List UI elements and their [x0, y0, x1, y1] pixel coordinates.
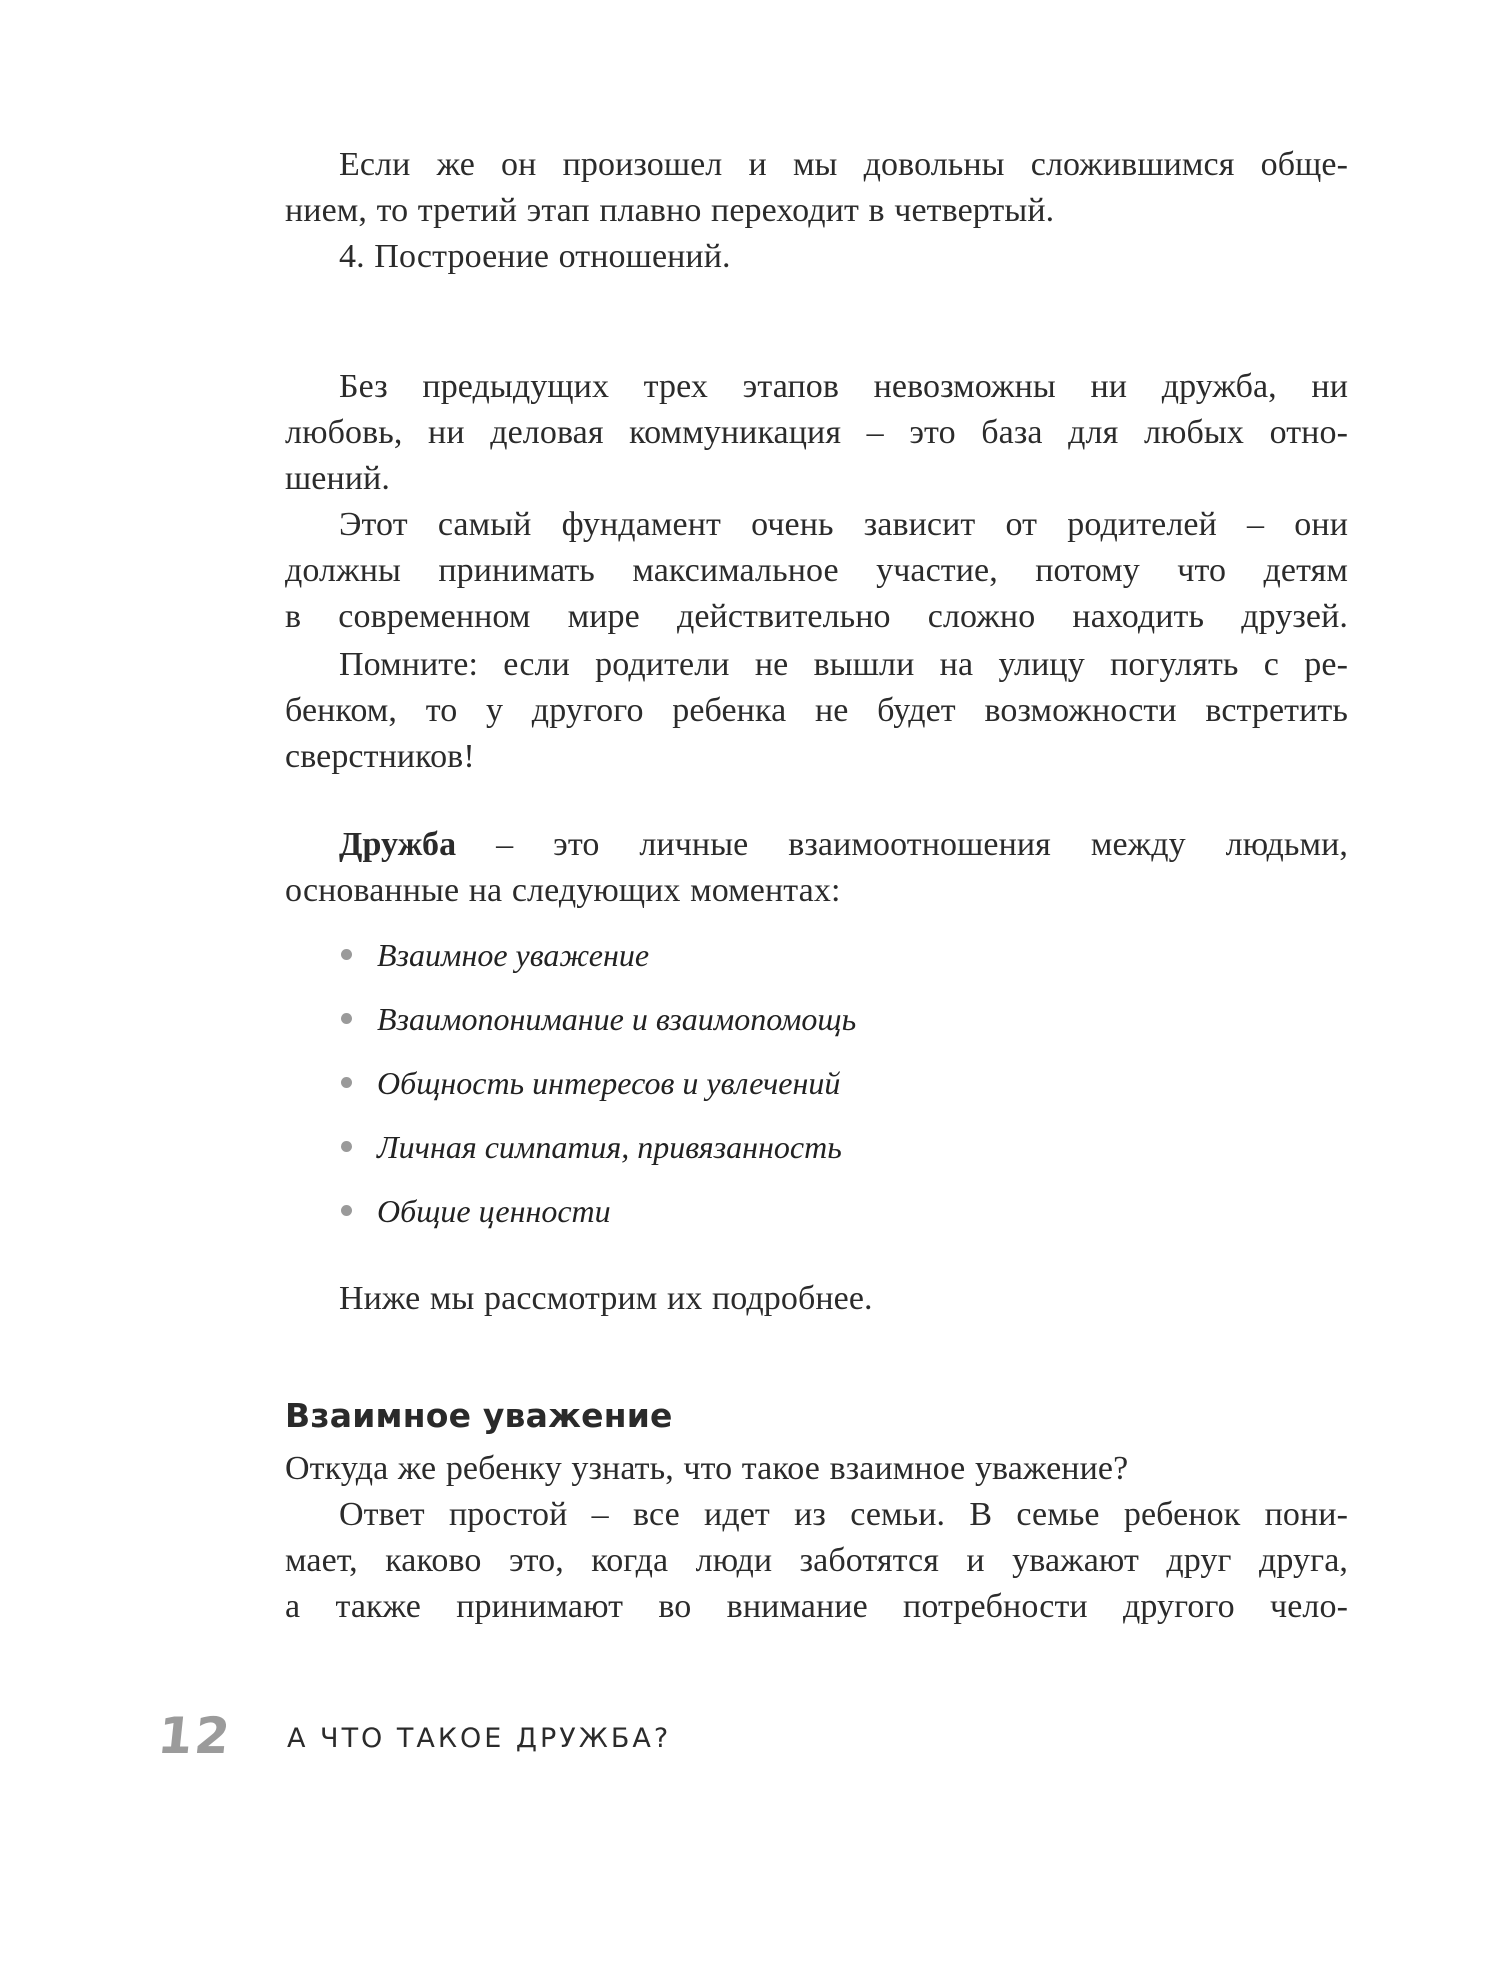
- text-line: Ниже мы рассмотрим их подробнее.: [339, 1280, 873, 1317]
- running-title: А ЧТО ТАКОЕ ДРУЖБА?: [287, 1723, 672, 1754]
- term-friendship: Дружба: [339, 826, 457, 863]
- definition-text: – это личные взаимоотношения между людьми,: [456, 826, 1348, 863]
- text-line: Ответ простой – все идет из семьи. В семье ребенок пони-: [339, 1496, 1348, 1533]
- paragraph-remember: [285, 642, 1348, 780]
- text-line: [285, 822, 1348, 868]
- list-item: Личная симпатия, привязанность: [285, 1124, 1185, 1188]
- page-number: 12: [154, 1707, 235, 1765]
- section-heading: Взаимное уважение: [285, 1396, 673, 1435]
- text-line: шений.: [285, 460, 390, 497]
- bullet-icon: [341, 1141, 352, 1152]
- text-line: мает, каково это, когда люди заботятся и уважают друг друга,: [285, 1542, 1348, 1579]
- text-line: Откуда же ребенку узнать, что такое взаимное уважение?: [285, 1450, 1129, 1487]
- bullet-icon: [341, 1205, 352, 1216]
- paragraph-stage-transition: [285, 142, 1348, 280]
- list-item: Взаимное уважение: [285, 932, 1185, 996]
- text-line: нием, то третий этап плавно переходит в четвертый.: [285, 192, 1055, 229]
- text-line: сверстников!: [285, 738, 475, 775]
- paragraph-foundation-parents: [285, 502, 1348, 640]
- text-line: Этот самый фундамент очень зависит от родителей – они: [339, 506, 1348, 543]
- text-line: в современном мире действительно сложно находить друзей.: [285, 598, 1348, 635]
- bullet-icon: [341, 1013, 352, 1024]
- section-body: [285, 1446, 1348, 1630]
- paragraph-friendship-definition: [285, 822, 1348, 914]
- paragraph-base-of-relations: [285, 364, 1348, 502]
- text-line: должны принимать максимальное участие, потому что детям: [285, 552, 1348, 589]
- friendship-aspects-list: [285, 932, 1185, 1252]
- text-line: а также принимают во внимание потребности другого чело-: [285, 1588, 1348, 1625]
- text-line: любовь, ни деловая коммуникация – это база для любых отно-: [285, 414, 1348, 451]
- text-line: Если же он произошел и мы довольны сложившимся обще-: [339, 146, 1348, 183]
- list-item: Общие ценности: [285, 1188, 1185, 1252]
- text-line: основанные на следующих моментах:: [285, 872, 841, 909]
- text-line: бенком, то у другого ребенка не будет возможности встретить: [285, 692, 1348, 729]
- list-item: Общность интересов и увлечений: [285, 1060, 1185, 1124]
- text-line: Без предыдущих трех этапов невозможны ни дружба, ни: [339, 368, 1348, 405]
- list-step-4: 4. Построение отношений.: [339, 238, 731, 275]
- bullet-icon: [341, 949, 352, 960]
- paragraph-below-details: [285, 1276, 1348, 1322]
- bullet-icon: [341, 1077, 352, 1088]
- text-line: Помните: если родители не вышли на улицу погулять с ре-: [339, 646, 1348, 683]
- list-item: Взаимопонимание и взаимопомощь: [285, 996, 1185, 1060]
